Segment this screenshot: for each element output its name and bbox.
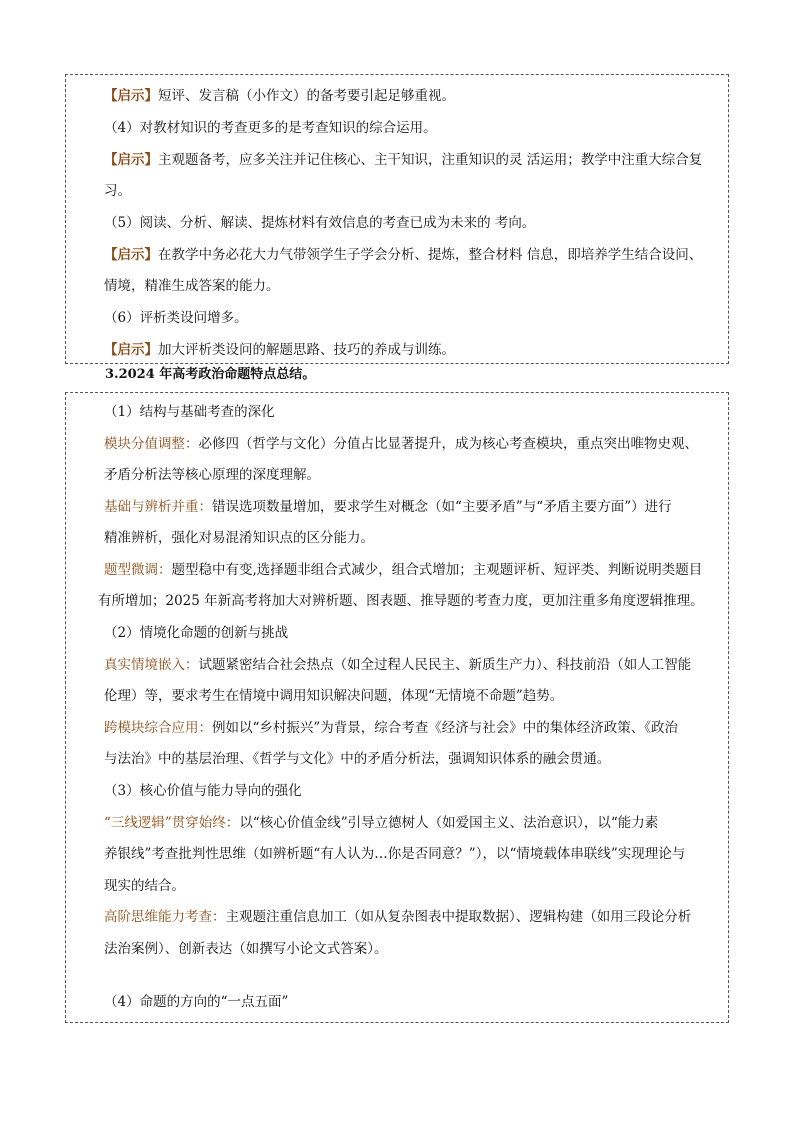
paragraph: （4）对教材知识的考查更多的是考查知识的综合运用。 <box>104 120 437 136</box>
subheading: （4）命题的方向的“一点五面” <box>104 994 289 1010</box>
paragraph-text: 错误选项数量增加，要求学生对概念（如“主要矛盾”与“矛盾主要方面”）进行 <box>212 499 672 515</box>
paragraph-continuation: 与法治》中的基层治理、《哲学与文化》中的矛盾分析法，强调知识体系的融会贯通。 <box>104 751 611 767</box>
tip-tag: 【启示】 <box>104 342 158 358</box>
paragraph <box>104 561 718 579</box>
summary-box <box>65 392 729 1023</box>
paragraph-continuation: 法治案例）、创新表达（如撰写小论文式答案）。 <box>104 941 388 957</box>
paragraph-text: 必修四（哲学与文化）分值占比显著提升，成为核心考查模块，重点突出唯物史观、 <box>198 436 698 452</box>
paragraph-text: 在教学中务必花大力气带领学生子学会分析、提炼，整合材料 信息，即培养学生结合设问、 <box>158 247 703 263</box>
point-label: 基础与辨析并重： <box>104 499 212 515</box>
paragraph-continuation: 有所增加；2025 年新高考将加大对辨析题、图表题、推导题的考查力度，更加注重多角度逻辑推理。 <box>98 593 704 609</box>
paragraph-continuation: 伦理）等，要求考生在情境中调用知识解决问题，体现“无情境不命题”趋势。 <box>104 688 564 704</box>
paragraph-continuation: 精准辨析，强化对易混淆知识点的区分能力。 <box>104 530 374 546</box>
reflection-box <box>65 74 729 364</box>
paragraph-text: 试题紧密结合社会热点（如全过程人民民主、新质生产力）、科技前沿（如人工智能 <box>198 657 692 673</box>
paragraph-continuation: 养银线”考查批判性思维（如辨析题“有人认为…你是否同意？”），以“情境载体串联线”实现理论与 <box>104 846 686 862</box>
point-label: 高阶思维能力考查： <box>104 909 226 925</box>
tip-tag: 【启示】 <box>104 152 158 168</box>
subheading: （3）核心价值与能力导向的强化 <box>104 783 302 799</box>
tip-tag: 【启示】 <box>104 88 158 104</box>
paragraph-text: 主观题注重信息加工（如从复杂图表中提取数据）、逻辑构建（如用三段论分析 <box>225 909 692 925</box>
subheading: （1）结构与基础考查的深化 <box>104 404 275 420</box>
point-label: 真实情境嵌入： <box>104 657 199 673</box>
paragraph: （6）评析类设问增多。 <box>104 310 248 326</box>
point-label: 题型微调： <box>104 562 172 578</box>
paragraph <box>104 719 718 737</box>
point-label: 模块分值调整： <box>104 436 199 452</box>
paragraph <box>104 656 718 674</box>
paragraph <box>104 435 718 453</box>
paragraph-text: 例如以“乡村振兴”为背景，综合考查《经济与社会》中的集体经济政策、《政治 <box>212 720 679 736</box>
paragraph <box>104 814 718 832</box>
paragraph-text: 主观题备考，应多关注并记住核心、主干知识，注重知识的灵 活运用；教学中注重大综合复 <box>158 152 703 168</box>
paragraph-continuation: 矛盾分析法等核心原理的深度理解。 <box>104 467 320 483</box>
paragraph-continuation: 现实的结合。 <box>104 878 185 894</box>
paragraph-text: 以“核心价值金线”引导立德树人（如爱国主义、法治意识），以“能力素 <box>239 815 659 831</box>
paragraph-continuation: 习。 <box>104 183 131 199</box>
section-title: 3.2024 年高考政治命题特点总结。 <box>105 367 316 382</box>
paragraph-text: 加大评析类设问的解题思路、技巧的养成与训练。 <box>158 342 455 358</box>
tip-tag: 【启示】 <box>104 247 158 263</box>
paragraph <box>104 341 718 359</box>
point-label: 跨模块综合应用： <box>104 720 212 736</box>
paragraph <box>104 498 718 516</box>
paragraph <box>104 246 718 264</box>
paragraph-text: 题型稳中有变,选择题非组合式减少，组合式增加；主观题评析、短评类、判断说明类题目 <box>171 562 703 578</box>
paragraph <box>104 87 718 105</box>
paragraph-text: 短评、发言稿（小作文）的备考要引起足够重视。 <box>158 88 455 104</box>
paragraph: （5）阅读、分析、解读、提炼材料有效信息的考查已成为未来的 考向。 <box>104 215 536 231</box>
paragraph-continuation: 情境，精准生成答案的能力。 <box>104 278 280 294</box>
subheading: （2）情境化命题的创新与挑战 <box>104 625 289 641</box>
paragraph <box>104 908 718 926</box>
paragraph <box>104 151 718 169</box>
point-label: “三线逻辑”贯穿始终： <box>104 815 240 831</box>
